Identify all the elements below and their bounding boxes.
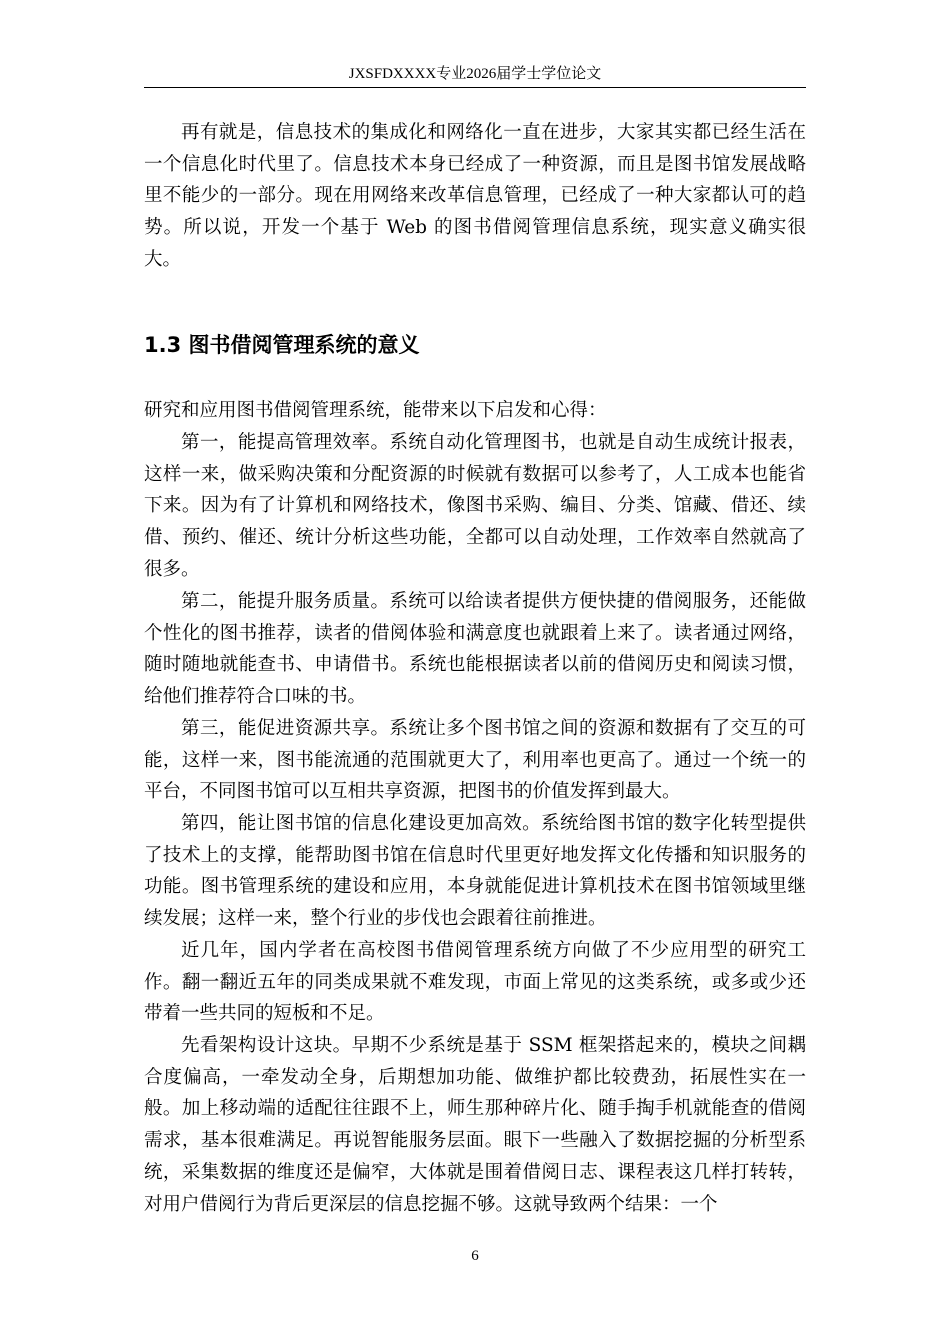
- section-heading: 1.3 图书借阅管理系统的意义: [144, 333, 420, 357]
- paragraph-architecture: 先看架构设计这块。早期不少系统是基于 SSM 框架搭起来的，模块之间耦合度偏高，一牵发动全身，后期想加功能、做维护都比较费劲，拓展性实在一般。加上移动端的适配往往跟不上，师生那种碎片化、随手掏手机就能查的借阅需求，基本很难满足。再说智能服务层面。眼下一些融入了数据挖掘的分析型系统，采集数据的维度还是偏窄，大体就是围着借阅日志、课程表这几样打转转，对用户借阅行为背后更深层的信息挖掘不够。这就导致两个结果：一个: [144, 1035, 806, 1215]
- paragraph-point-one: 第一，能提高管理效率。系统自动化管理图书，也就是自动生成统计报表，这样一来，做采购决策和分配资源的时候就有数据可以参考了，人工成本也能省下来。因为有了计算机和网络技术，像图书采购、编目、分类、馆藏、借还、续借、预约、催还、统计分析这些功能，全都可以自动处理，工作效率自然就高了很多。: [144, 432, 806, 580]
- paragraph-research-status: 近几年，国内学者在高校图书借阅管理系统方向做了不少应用型的研究工作。翻一翻近五年的同类成果就不难发现，市面上常见的这类系统，或多或少还带着一些共同的短板和不足。: [144, 940, 806, 1025]
- paragraph-point-three: 第三，能促进资源共享。系统让多个图书馆之间的资源和数据有了交互的可能，这样一来，图书能流通的范围就更大了，利用率也更高了。通过一个统一的平台，不同图书馆可以互相共享资源，把图书的价值发挥到最大。: [144, 718, 806, 803]
- paragraph-information-trend: 再有就是，信息技术的集成化和网络化一直在进步，大家其实都已经生活在一个信息化时代里了。信息技术本身已经成了一种资源，而且是图书馆发展战略里不能少的一部分。现在用网络来改革信息管理，已经成了一种大家都认可的趋势。所以说，开发一个基于 Web 的图书借阅管理信息系统，现实意义确实很大。: [144, 122, 806, 270]
- paragraph-point-two: 第二，能提升服务质量。系统可以给读者提供方便快捷的借阅服务，还能做个性化的图书推荐，读者的借阅体验和满意度也就跟着上来了。读者通过网络，随时随地就能查书、申请借书。系统也能根据读者以前的借阅历史和阅读习惯，给他们推荐符合口味的书。: [144, 591, 806, 708]
- page-number: 6: [471, 1248, 479, 1264]
- paragraph-point-four: 第四，能让图书馆的信息化建设更加高效。系统给图书馆的数字化转型提供了技术上的支撑，能帮助图书馆在信息时代里更好地发挥文化传播和知识服务的功能。图书管理系统的建设和应用，本身就能促进计算机技术在图书馆领域里继续发展；这样一来，整个行业的步伐也会跟着往前推进。: [144, 813, 806, 930]
- running-header: JXSFDXXXX专业2026届学士学位论文: [348, 66, 602, 82]
- header-rule: [144, 87, 806, 88]
- paragraph-intro: 研究和应用图书借阅管理系统，能带来以下启发和心得：: [144, 400, 607, 421]
